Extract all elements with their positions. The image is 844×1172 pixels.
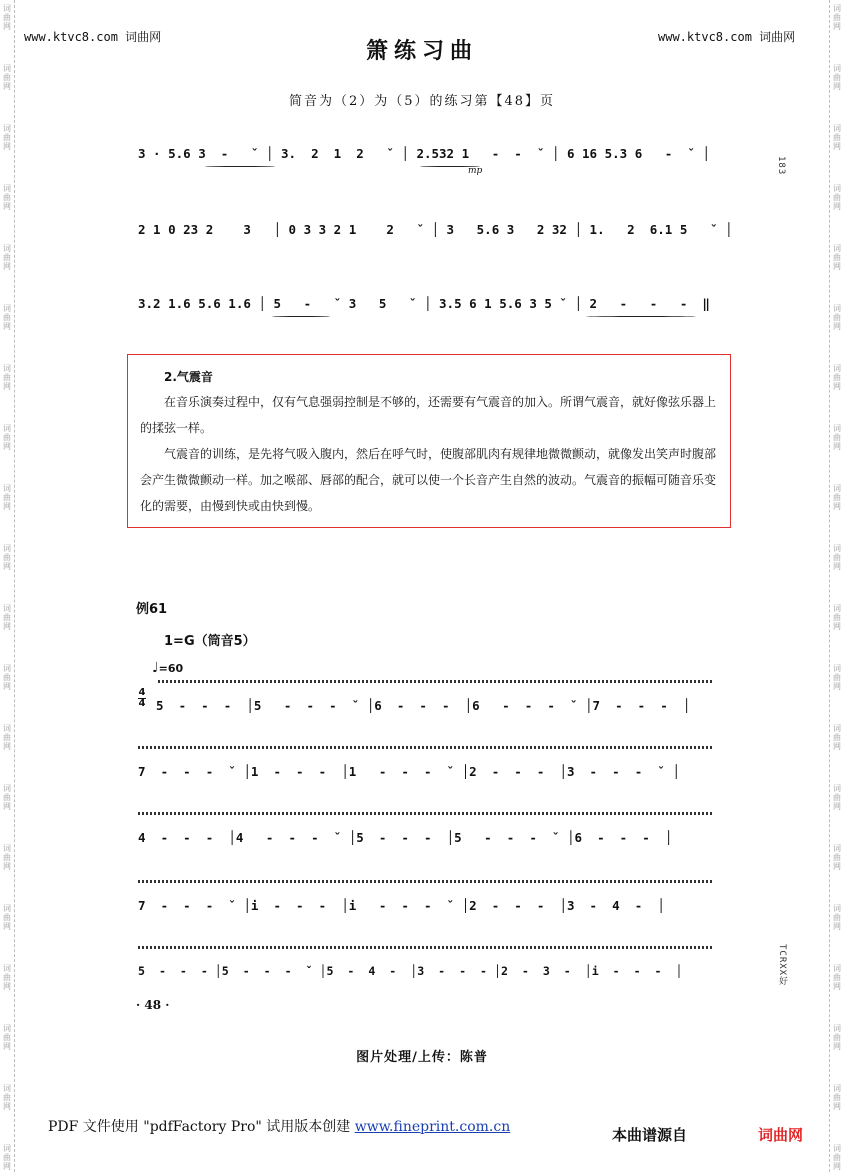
watermark-tile: 词 曲 网 (3, 424, 11, 451)
example-row-3: 4 - - - │4 - - - ˇ │5 - - - │5 - - - ˇ │6 - - - │ (138, 830, 673, 845)
watermark-tile: 词 曲 网 (833, 184, 841, 211)
explanation-box (127, 354, 731, 528)
watermark-tile: 词 曲 网 (3, 964, 11, 991)
page-title: 箫练习曲 (365, 38, 478, 64)
quarter-note-icon: ♩ (152, 660, 159, 676)
score-line-2: 2 1 0 23 2 3 │ 0 3 3 2 1 2 ˇ │ 3 5.6 3 2 32 │ 1. 2 6.1 5 ˇ │ (138, 222, 733, 237)
watermark-tile: 词 曲 网 (833, 1084, 841, 1111)
watermark-tile: 词 曲 网 (3, 844, 11, 871)
watermark-tile: 词 曲 网 (3, 724, 11, 751)
watermark-tile: 词 曲 网 (833, 4, 841, 31)
watermark-tile: 词 曲 网 (3, 904, 11, 931)
site-name-right: 词曲网 (759, 30, 796, 44)
vibrato-mark (138, 946, 712, 949)
vibrato-mark (138, 812, 712, 815)
slur-line (420, 166, 480, 167)
watermark-tile: 词 曲 网 (3, 784, 11, 811)
watermark-tile: 词 曲 网 (3, 4, 11, 31)
site-url-left-text: www.ktvc8.com (24, 30, 118, 44)
vibrato-mark (138, 880, 712, 883)
watermark-tile: 词 曲 网 (3, 364, 11, 391)
score-line-3: 3.2 1.6 5.6 1.6 │ 5 - ˇ 3 5 ˇ │ 3.5 6 1 5.6 3 5 ˇ │ 2 - - - ‖ (138, 296, 710, 311)
example-row-5: 5 - - - │5 - - - ˇ │5 - 4 - │3 - - - │2 - 3 - │i - - - │ (138, 964, 683, 978)
slur-line (272, 316, 330, 317)
left-watermark-column (0, 0, 15, 1172)
watermark-tile: 词 曲 网 (833, 604, 841, 631)
watermark-tile: 词 曲 网 (3, 484, 11, 511)
watermark-tile: 词 曲 网 (833, 904, 841, 931)
dynamic-mp: mp (468, 166, 483, 176)
time-signature-top: 4 (138, 687, 146, 698)
tempo-value: =60 (158, 662, 184, 675)
tempo-marking (152, 660, 183, 676)
margin-mark-top: 183 (776, 156, 786, 176)
paragraph-2: 气震音的训练，是先将气吸入腹内，然后在呼气时，使腹部肌肉有规律地微微颤动，就像发出笑声时腹部会产生微微颤动一样。加之喉部、唇部的配合，就可以使一个长音产生自然的波动。气震音的振幅可随音乐变化的需要，由慢到快或由快到慢。 (140, 447, 717, 513)
section-heading: 2.气震音 (164, 370, 213, 384)
watermark-tile: 词 曲 网 (3, 604, 11, 631)
example-row-1: 5 - - - │5 - - - ˇ │6 - - - │6 - - - ˇ │7 - - - │ (156, 698, 691, 713)
watermark-tile: 词 曲 网 (3, 1144, 11, 1171)
time-signature (138, 688, 146, 709)
watermark-tile: 词 曲 网 (3, 544, 11, 571)
source-label: 本曲谱源自 (612, 1126, 688, 1144)
watermark-tile: 词 曲 网 (3, 124, 11, 151)
watermark-tile: 词 曲 网 (3, 1084, 11, 1111)
pdf-notice (48, 1116, 510, 1136)
watermark-tile: 词 曲 网 (833, 424, 841, 451)
watermark-tile: 词 曲 网 (3, 1024, 11, 1051)
key-signature: 1=G（筒音5） (164, 634, 256, 649)
site-url-right-text: www.ktvc8.com (658, 30, 752, 44)
watermark-tile: 词 曲 网 (833, 244, 841, 271)
vibrato-mark (158, 680, 712, 683)
watermark-tile: 词 曲 网 (3, 64, 11, 91)
watermark-tile: 词 曲 网 (3, 664, 11, 691)
watermark-tile: 词 曲 网 (833, 364, 841, 391)
watermark-tile: 词 曲 网 (833, 484, 841, 511)
page-subtitle: 简音为（2）为（5）的练习第【48】页 (288, 94, 556, 109)
time-signature-bottom: 4 (138, 698, 146, 709)
watermark-tile: 词 曲 网 (3, 244, 11, 271)
watermark-tile: 词 曲 网 (833, 964, 841, 991)
watermark-tile: 词 曲 网 (833, 1024, 841, 1051)
margin-mark-bottom: TCRXX好 (777, 944, 787, 987)
watermark-tile: 词 曲 网 (3, 304, 11, 331)
watermark-tile: 词 曲 网 (833, 544, 841, 571)
upload-credit: 图片处理/上传：陈普 (356, 1050, 488, 1065)
score-line-1: 3 · 5.6 3 - ˇ │ 3. 2 1 2 ˇ │ 2.532 1 - - ˇ │ 6 16 5.3 6 - ˇ │ (138, 146, 710, 161)
watermark-tile: 词 曲 网 (833, 724, 841, 751)
watermark-tile: 词 曲 网 (833, 1144, 841, 1171)
example-label: 例61 (136, 602, 168, 617)
watermark-tile: 词 曲 网 (833, 64, 841, 91)
watermark-tile: 词 曲 网 (833, 784, 841, 811)
slur-line (205, 166, 275, 167)
vibrato-mark (138, 746, 712, 749)
watermark-tile: 词 曲 网 (833, 124, 841, 151)
example-row-2: 7 - - - ˇ │1 - - - │1 - - - ˇ │2 - - - │3 - - - ˇ │ (138, 764, 680, 779)
watermark-tile: 词 曲 网 (833, 664, 841, 691)
paragraph-1: 在音乐演奏过程中，仅有气息强弱控制是不够的，还需要有气震音的加入。所谓气震音，就好像弦乐器上的揉弦一样。 (140, 395, 717, 435)
page-number: · 48 · (136, 998, 170, 1012)
slur-line (586, 316, 696, 317)
source-site-link[interactable]: 词曲网 (758, 1126, 804, 1144)
watermark-tile: 词 曲 网 (3, 184, 11, 211)
watermark-tile: 词 曲 网 (833, 304, 841, 331)
fineprint-link[interactable]: www.fineprint.com.cn (354, 1119, 511, 1135)
right-watermark-column (829, 0, 844, 1172)
example-row-4: 7 - - - ˇ │i - - - │i - - - ˇ │2 - - - │3 - 4 - │ (138, 898, 665, 913)
pdf-notice-text: PDF 文件使用 "pdfFactory Pro" 试用版本创建 (48, 1119, 351, 1135)
site-name-left: 词曲网 (125, 30, 162, 44)
watermark-tile: 词 曲 网 (833, 844, 841, 871)
